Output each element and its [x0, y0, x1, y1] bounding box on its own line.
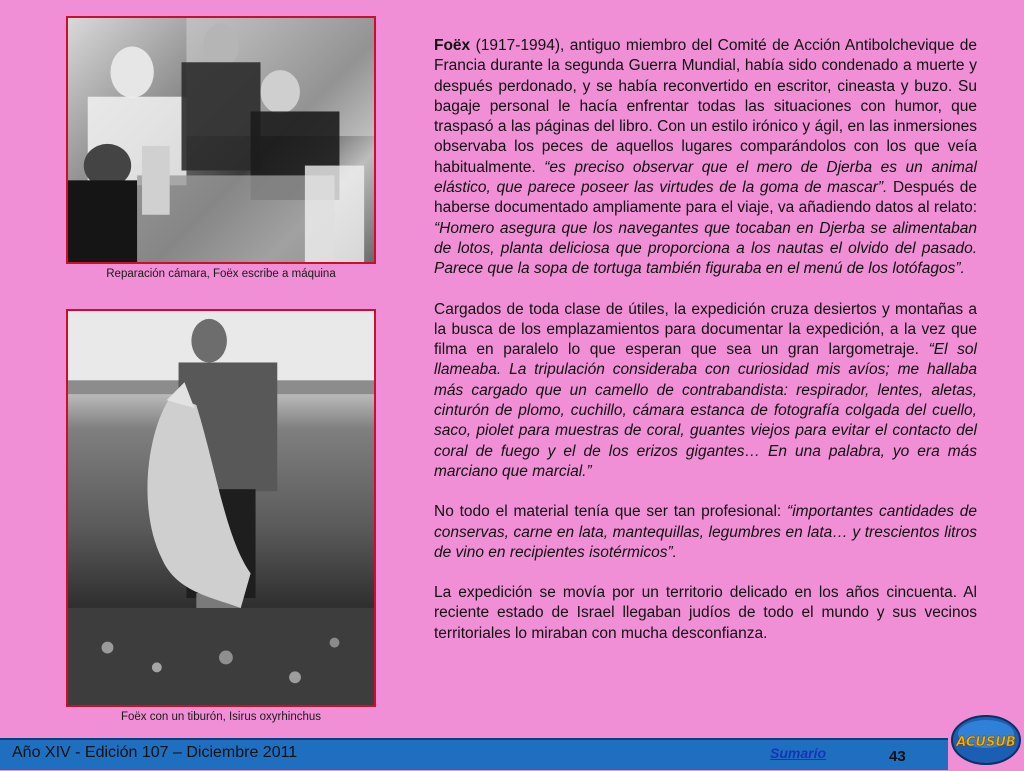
photo-shark-image: [68, 311, 374, 705]
article-author-name: Foëx: [434, 37, 471, 54]
article-p4-text: La expedición se movía por un territorio delicado en los años cincuenta. Al reciente estado de Israel llegaban judíos de todo el mundo y sus vecinos territoriales lo miraban con mucha desconfianza.: [434, 584, 977, 642]
article-p3-quote: “importantes cantidades de conservas, carne en lata, mantequillas, legumbres en lata… y trescientos litros de vino en recipientes isotérmicos”.: [434, 503, 978, 561]
acusub-logo-icon: [946, 710, 1022, 766]
article-paragraph-2: [434, 300, 977, 483]
photo-shark: [66, 309, 376, 707]
article-p1-quote-1: “es preciso observar que el mero de Djerba es un animal elástico, que parece poseer las virtudes de la goma de mascar”.: [434, 158, 977, 197]
article-p2-text: Cargados de toda clase de útiles, la expedición cruza desiertos y montañas a la busca de los emplazamientos para documentar la expedición, a la vez que filma en paralelo lo que esperan que sea un gran largometraje.: [434, 300, 977, 359]
article-p1-text-2: Después de haberse documentado ampliamente para el viaje, va añadiendo datos al relato:: [434, 179, 978, 217]
edition-label: Año XIV - Edición 107 – Diciembre 2011: [12, 744, 298, 761]
sumario-link[interactable]: Sumario: [770, 745, 827, 761]
article-paragraph-4: [434, 583, 977, 644]
photo-camera-repair-image: [68, 18, 374, 262]
photo-caption-top: Reparación cámara, Foëx escribe a máquina: [106, 268, 336, 280]
article-p2-quote: “El sol llameaba. La tripulación consideraba con curiosidad mis avíos; me hallaba más cargado que un camello de contrabandista: respirador, lentes, aletas, cinturón de plomo, cuchillo, cámara estanca de fotografía colgada del cuello, saco, piolet para muestras de coral, guantes viejos para evitar el contacto del coral de fuego y el de los erizos gigantes… En una palabra, yo era más marciano que marcial.”: [434, 341, 977, 480]
photo-caption-bottom: Foëx con un tiburón, Isirus oxyrhinchus: [120, 711, 322, 723]
article-p1-text: (1917-1994), antiguo miembro del Comité de Acción Antibolchevique de Francia durante la segunda Guerra Mundial, había sido condenado a muerte y después perdonado, y se había reconvertido en escritor, cineasta y buzo. Su bagaje personal le hacía enfrentar todas las situaciones con humor, que traspasó a las páginas del libro. Con un estilo irónico y ágil, en las inmersiones observaba los peces de aquellos lugares comparándolos con los que veía habitualmente.: [434, 37, 977, 176]
page-number: 43: [889, 748, 906, 765]
article-p3-text: No todo el material tenía que ser tan profesional:: [434, 503, 788, 521]
article-body: [434, 36, 977, 664]
article-paragraph-1: [434, 36, 977, 280]
acusub-logo: [946, 710, 1022, 766]
photo-camera-repair: [66, 16, 376, 264]
article-p1-quote-2: “Homero asegura que los navegantes que tocaban en Djerba se alimentaban de lotos, planta deliciosa que proporciona a los nautas el olvido del pasado. Parece que la sopa de tortuga también figuraba en el menú de los lotófagos”.: [434, 219, 977, 278]
article-paragraph-3: [434, 502, 977, 563]
acusub-logo-text: ACUSUB: [956, 735, 1016, 750]
